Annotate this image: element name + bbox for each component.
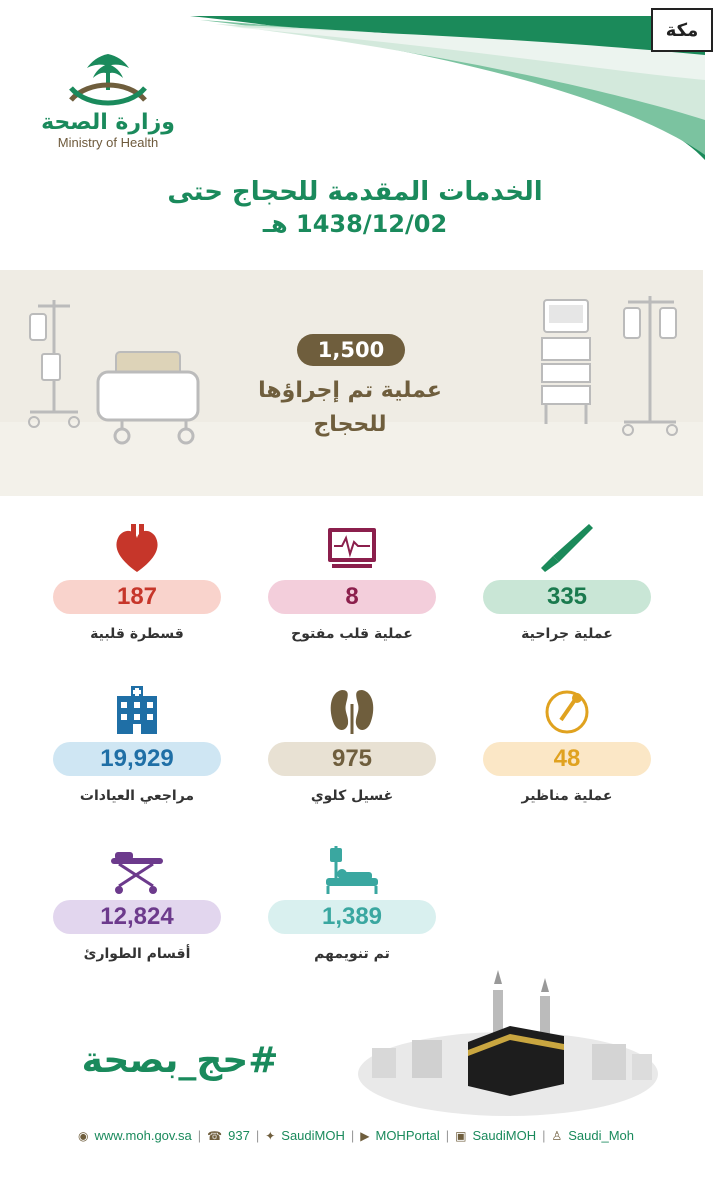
stat-dialysis [268,684,436,804]
scalpel-icon [537,522,597,576]
stat-label: عملية جراحية [521,626,613,642]
watermark-logo [651,8,713,52]
footer-snapchat-link[interactable]: Saudi_Moh [568,1128,635,1143]
stat-surgeries [483,522,651,642]
footer-phone[interactable]: 937 [228,1128,250,1143]
hospital-icon [107,684,167,738]
stat-admitted [268,842,436,962]
footer-contacts [78,1128,678,1143]
iv-stand-icon [24,300,86,430]
stat-endoscopy [483,684,651,804]
stat-value: 187 [116,583,158,610]
endoscope-icon [537,684,597,738]
footer-divider: | [197,1128,202,1143]
stat-cardiac-cath [53,522,221,642]
stretcher-icon [107,842,167,896]
iv-stand-double-icon [620,296,682,438]
stat-value: 335 [546,583,588,610]
phone-icon: ☎ [207,1128,223,1143]
kaaba-illustration [352,964,664,1120]
footer-divider: | [255,1128,260,1143]
surgeries-hero-banner [0,270,703,496]
hero-label-line1: عملية تم إجراؤها [258,378,442,403]
hero-value-badge: 1,500 [297,334,405,366]
stat-value-pill [53,580,221,614]
footer-divider: | [445,1128,450,1143]
stat-value-pill [268,742,436,776]
title-line2: 1438/12/02 هـ [262,209,448,238]
globe-icon: ◉ [78,1128,89,1143]
footer-twitter-link[interactable]: SaudiMOH [281,1128,345,1143]
snapchat-icon: ♙ [551,1128,563,1143]
stat-emergency [53,842,221,962]
title-line1: الخدمات المقدمة للحجاج حتى [167,177,543,207]
page-title [120,176,590,239]
hero-label-line2: للحجاج [313,412,387,438]
youtube-icon: ▶ [360,1128,370,1143]
stat-label: أقسام الطوارئ [83,946,191,962]
hospital-bed-icon [322,842,382,896]
footer-divider: | [542,1128,546,1143]
logo-arabic-text: وزارة الصحة [41,110,175,135]
stat-value: 8 [345,583,359,610]
heart-icon [107,522,167,576]
hero-label [230,374,470,442]
stat-label: عملية مناظير [521,788,613,804]
stat-label: مراجعي العيادات [79,788,195,804]
stat-value: 1,389 [321,903,383,930]
stat-label: تم تنويمهم [314,946,390,962]
stat-label: عملية قلب مفتوح [291,626,413,642]
stat-value: 19,929 [100,745,174,772]
ministry-logo [38,50,178,150]
stat-value-pill [268,900,436,934]
logo-english-text: Ministry of Health [57,135,159,150]
footer-youtube-link[interactable]: MOHPortal [375,1128,440,1143]
facebook-icon: ▣ [455,1128,467,1143]
footer-facebook-link[interactable]: SaudiMOH [472,1128,537,1143]
monitor-cart-icon [540,298,592,430]
stat-value-pill [483,580,651,614]
bed-icon [94,348,204,448]
footer-website-link[interactable]: www.moh.gov.sa [94,1128,192,1143]
kidney-icon [322,684,382,738]
stat-value: 975 [331,745,373,772]
stat-open-heart [268,522,436,642]
heart-monitor-icon [322,522,382,576]
stat-value-pill [53,900,221,934]
twitter-icon: ✦ [265,1128,276,1143]
footer-divider: | [350,1128,355,1143]
stat-label: قسطرة قلبية [90,626,184,642]
stat-clinic-visits [53,684,221,804]
stat-value-pill [268,580,436,614]
stat-value: 12,824 [100,903,174,930]
palm-swords-emblem-icon [53,50,163,112]
stat-value: 48 [553,745,581,772]
stat-value-pill [483,742,651,776]
watermark-text: مكة [665,19,699,41]
stat-value-pill [53,742,221,776]
stat-label: غسيل كلوي [310,788,394,804]
hashtag: #حج_بصحة [81,1040,279,1081]
